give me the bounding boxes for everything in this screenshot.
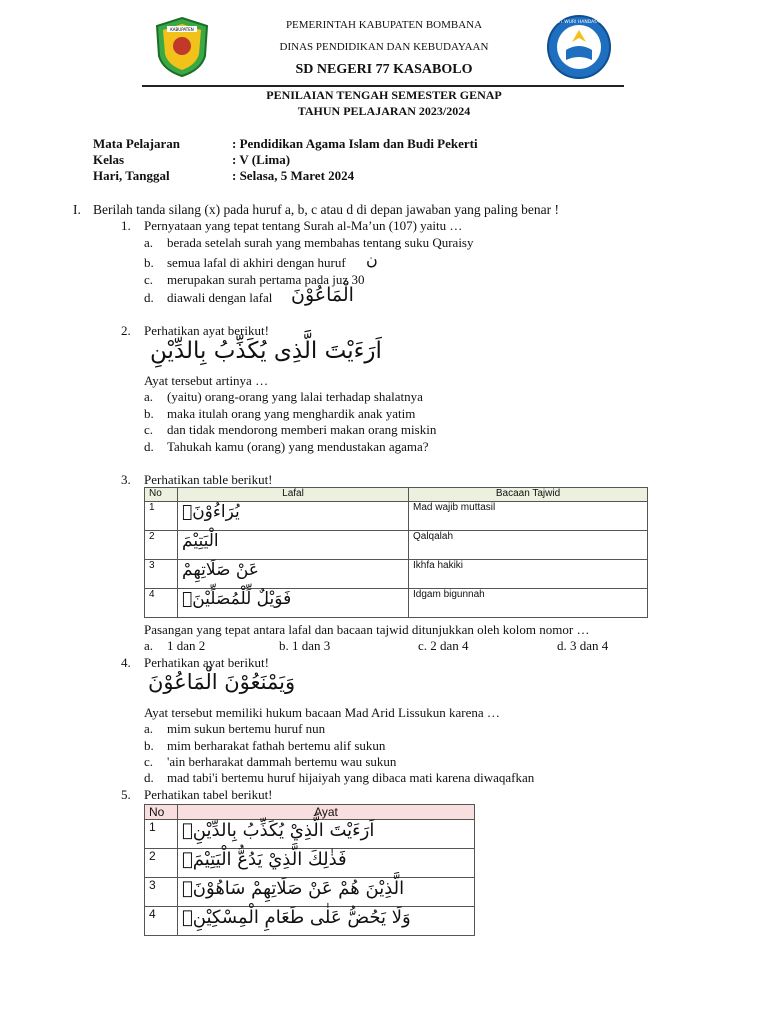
q3-row-no: 2	[145, 531, 178, 560]
info-value-date: : Selasa, 5 Maret 2024	[232, 168, 355, 183]
q5-row-ayat: فَذٰلِكَ الَّذِيْ يَدُعُّ الْيَتِيْمَۙ	[178, 849, 475, 878]
q4-arabic-verse: وَيَمْنَعُوْنَ الْمَاعُوْنَ	[148, 670, 296, 694]
q5-number: 5.	[121, 787, 131, 802]
q1-opt-d: diawali dengan lafal	[167, 290, 273, 305]
q3-number: 3.	[121, 472, 131, 487]
q4-opt-a: mim sukun bertemu huruf nun	[167, 721, 326, 736]
q4-number: 4.	[121, 655, 131, 670]
q3-text: Perhatikan table berikut!	[144, 472, 273, 487]
svg-text:TUT WURI HANDAYANI: TUT WURI HANDAYANI	[554, 20, 604, 25]
logo-right	[546, 14, 612, 80]
q5-row-no: 4	[145, 907, 178, 936]
table-row	[145, 907, 475, 936]
q2-opt-c: dan tidak mendorong memberi makan orang miskin	[167, 422, 437, 437]
q2-opt-a: (yaitu) orang-orang yang lalai terhadap shalatnya	[167, 389, 423, 404]
q4-opt-d: mad tabi'i bertemu huruf hijaiyah yang dibaca mati karena diwaqafkan	[167, 770, 535, 785]
section-instruction: Berilah tanda silang (x) pada huruf a, b, c atau d di depan jawaban yang paling benar !	[93, 202, 559, 217]
info-value-class: : V (Lima)	[232, 152, 291, 167]
svg-text:KABUPATEN: KABUPATEN	[170, 27, 194, 32]
q3-row-tajwid: Idgam bigunnah	[409, 589, 648, 618]
q5-row-ayat: اَرَءَيْتَ الَّذِيْ يُكَذِّبُ بِالدِّيْنِۗ	[178, 820, 475, 849]
q3-opt-d: d. 3 dan 4	[557, 638, 609, 653]
q2-text: Perhatikan ayat berikut!	[144, 323, 269, 338]
table-row	[145, 560, 648, 589]
q5-row-ayat: الَّذِيْنَ هُمْ عَنْ صَلَاتِهِمْ سَاهُوْنَۙ	[178, 878, 475, 907]
q3-row-tajwid: Qalqalah	[409, 531, 648, 560]
q1-opt-b: semua lafal di akhiri dengan huruf	[167, 255, 346, 270]
q3-header-no: No	[145, 488, 178, 502]
q3-opt-c: c. 2 dan 4	[418, 638, 469, 653]
q3-opt-a-letter: a.	[144, 638, 154, 653]
exam-title: PENILAIAN TENGAH SEMESTER GENAP	[266, 88, 502, 102]
q1-opt-b-letter: b.	[144, 255, 154, 270]
exam-year: TAHUN PELAJARAN 2023/2024	[297, 104, 471, 118]
q3-row-no: 1	[145, 502, 178, 531]
q1-opt-b-arabic: ن	[366, 250, 378, 269]
q1-text: Pernyataan yang tepat tentang Surah al-Ma’un (107) yaitu …	[144, 218, 463, 233]
q2-arabic-verse: اَرَءَيْتَ الَّذِى يُكَذِّبُ بِالدِّيْنِ	[150, 338, 382, 364]
q2-opt-c-letter: c.	[144, 422, 154, 437]
q4-opt-b: mim berharakat fathah bertemu alif sukun	[167, 738, 386, 753]
q5-header-no: No	[145, 805, 178, 820]
q1-opt-d-arabic: الْمَاعُوْنَ	[291, 284, 354, 306]
q1-opt-c-letter: c.	[144, 272, 154, 287]
table-row	[145, 531, 648, 560]
q1-opt-a: berada setelah surah yang membahas tentang suku Quraisy	[167, 235, 474, 250]
q3-row-lafal: يُرَاءُوْنَۙ	[178, 502, 409, 531]
q1-number: 1.	[121, 218, 131, 233]
q3-row-tajwid: Mad wajib muttasil	[409, 502, 648, 531]
header-rule	[142, 85, 624, 87]
q5-row-no: 1	[145, 820, 178, 849]
q2-opt-a-letter: a.	[144, 389, 154, 404]
q4-opt-c-letter: c.	[144, 754, 154, 769]
q3-header-tajwid: Bacaan Tajwid	[409, 488, 648, 502]
q3-row-tajwid: Ikhfa hakiki	[409, 560, 648, 589]
q5-row-no: 2	[145, 849, 178, 878]
q2-number: 2.	[121, 323, 131, 338]
q3-row-lafal: الْيَتِيْمَ	[178, 531, 409, 560]
table-row	[145, 878, 475, 907]
table-row	[145, 589, 648, 618]
q3-row-lafal: فَوَيْلٌ لِّلْمُصَلِّيْنَۙ	[178, 589, 409, 618]
q3-question: Pasangan yang tepat antara lafal dan bacaan tajwid ditunjukkan oleh kolom nomor …	[144, 622, 590, 637]
q1-opt-d-letter: d.	[144, 290, 154, 305]
info-value-subject: : Pendidikan Agama Islam dan Budi Pekerti	[232, 136, 478, 151]
q4-opt-b-letter: b.	[144, 738, 154, 753]
q5-header-ayat: Ayat	[178, 805, 475, 820]
header-department: DINAS PENDIDIKAN DAN KEBUDAYAAN	[279, 41, 489, 53]
q3-row-no: 3	[145, 560, 178, 589]
q2-opt-b: maka itulah orang yang menghardik anak yatim	[167, 406, 416, 421]
q5-row-no: 3	[145, 878, 178, 907]
q4-opt-c: 'ain berharakat dammah bertemu wau sukun	[167, 754, 397, 769]
table-row	[145, 502, 648, 531]
q5-table	[144, 804, 475, 936]
header-government: PEMERINTAH KABUPATEN BOMBANA	[285, 19, 483, 31]
q4-text: Perhatikan ayat berikut!	[144, 655, 269, 670]
q4-opt-a-letter: a.	[144, 721, 154, 736]
q2-sub: Ayat tersebut artinya …	[144, 373, 269, 388]
q5-row-ayat: وَلَا يَحُضُّ عَلٰى طَعَامِ الْمِسْكِيْنِۗ	[178, 907, 475, 936]
q4-sub: Ayat tersebut memiliki hukum bacaan Mad Arid Lissukun karena …	[144, 705, 500, 720]
q3-opt-a: 1 dan 2	[167, 638, 206, 653]
q4-opt-d-letter: d.	[144, 770, 154, 785]
header-school: SD NEGERI 77 KASABOLO	[295, 62, 473, 77]
q2-opt-d: Tahukah kamu (orang) yang mendustakan agama?	[167, 439, 429, 454]
info-label-date: Hari, Tanggal	[93, 168, 170, 183]
q3-header-lafal: Lafal	[178, 488, 409, 502]
table-row	[145, 849, 475, 878]
table-row	[145, 820, 475, 849]
q3-row-no: 4	[145, 589, 178, 618]
q3-row-lafal: عَنْ صَلَاتِهِمْ	[178, 560, 409, 589]
q1-opt-a-letter: a.	[144, 235, 154, 250]
q1-opt-c: merupakan surah pertama pada juz 30	[167, 272, 365, 287]
info-label-subject: Mata Pelajaran	[93, 136, 181, 151]
q2-opt-d-letter: d.	[144, 439, 154, 454]
q5-text: Perhatikan tabel berikut!	[144, 787, 273, 802]
info-label-class: Kelas	[93, 152, 125, 167]
q3-table	[144, 487, 648, 618]
q2-opt-b-letter: b.	[144, 406, 154, 421]
q3-opt-b: b. 1 dan 3	[279, 638, 331, 653]
section-number: I.	[73, 202, 81, 217]
